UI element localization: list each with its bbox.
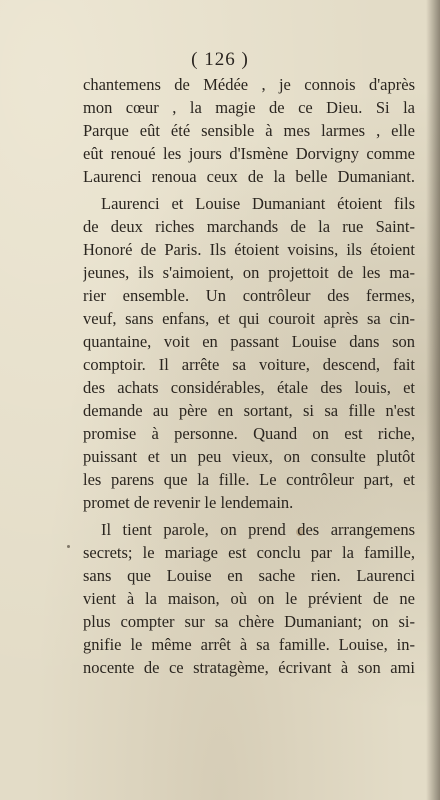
text-line: rier ensemble. Un contrôleur des fermes, — [83, 286, 415, 305]
text-line: Parque eût été sensible à mes larmes , elle — [83, 121, 415, 140]
ink-stain — [67, 545, 70, 548]
text-line: comptoir. Il arrête sa voiture, descend, fait — [83, 355, 415, 374]
text-line: les parens que la fille. Le contrôleur part, et — [83, 470, 415, 489]
page-text — [83, 73, 415, 679]
text-line: sans que Louise en sache rien. Laurenci — [83, 566, 415, 585]
page-gutter-shadow — [426, 0, 440, 800]
paragraph — [83, 73, 415, 188]
text-line: promise à personne. Quand on est riche, — [83, 424, 415, 443]
text-line: chantemens de Médée , je connois d'après — [83, 75, 415, 94]
text-line: secrets; le mariage est conclu par la famille, — [83, 543, 415, 562]
text-line: Laurenci renoua ceux de la belle Dumaniant. — [83, 167, 415, 186]
text-line: puissant et un peu vieux, on consulte plutôt — [83, 447, 415, 466]
text-line: Laurenci et Louise Dumaniant étoient fils — [101, 194, 415, 213]
text-line: nocente de ce stratagème, écrivant à son ami — [83, 658, 415, 677]
text-line: de deux riches marchands de la rue Saint- — [83, 217, 415, 236]
text-line: promet de revenir le lendemain. — [83, 493, 294, 512]
text-line: Il tient parole, on prend des arrangemens — [101, 520, 415, 539]
paragraph — [83, 518, 415, 679]
text-line: des achats considérables, étale des louis, et — [83, 378, 415, 397]
text-line: vient à la maison, où on le prévient de ne — [83, 589, 415, 608]
text-line: jeunes, ils s'aimoient, on projettoit de les ma- — [83, 263, 415, 282]
page-number: ( 126 ) — [191, 49, 249, 70]
text-line: demande au père en sortant, si sa fille n'est — [83, 401, 415, 420]
text-line: gnifie le même arrêt à sa famille. Louise, in- — [83, 635, 415, 654]
paragraph — [83, 192, 415, 514]
text-line: Honoré de Paris. Ils étoient voisins, ils étoient — [83, 240, 415, 259]
text-line: mon cœur , la magie de ce Dieu. Si la — [83, 98, 415, 117]
text-line: eût renoué les jours d'Ismène Dorvigny comme — [83, 144, 415, 163]
text-line: plus compter sur sa chère Dumaniant; on si- — [83, 612, 415, 631]
text-line: veuf, sans enfans, et qui couroit après sa cin- — [83, 309, 415, 328]
text-line: quantaine, voit en passant Louise dans son — [83, 332, 415, 351]
